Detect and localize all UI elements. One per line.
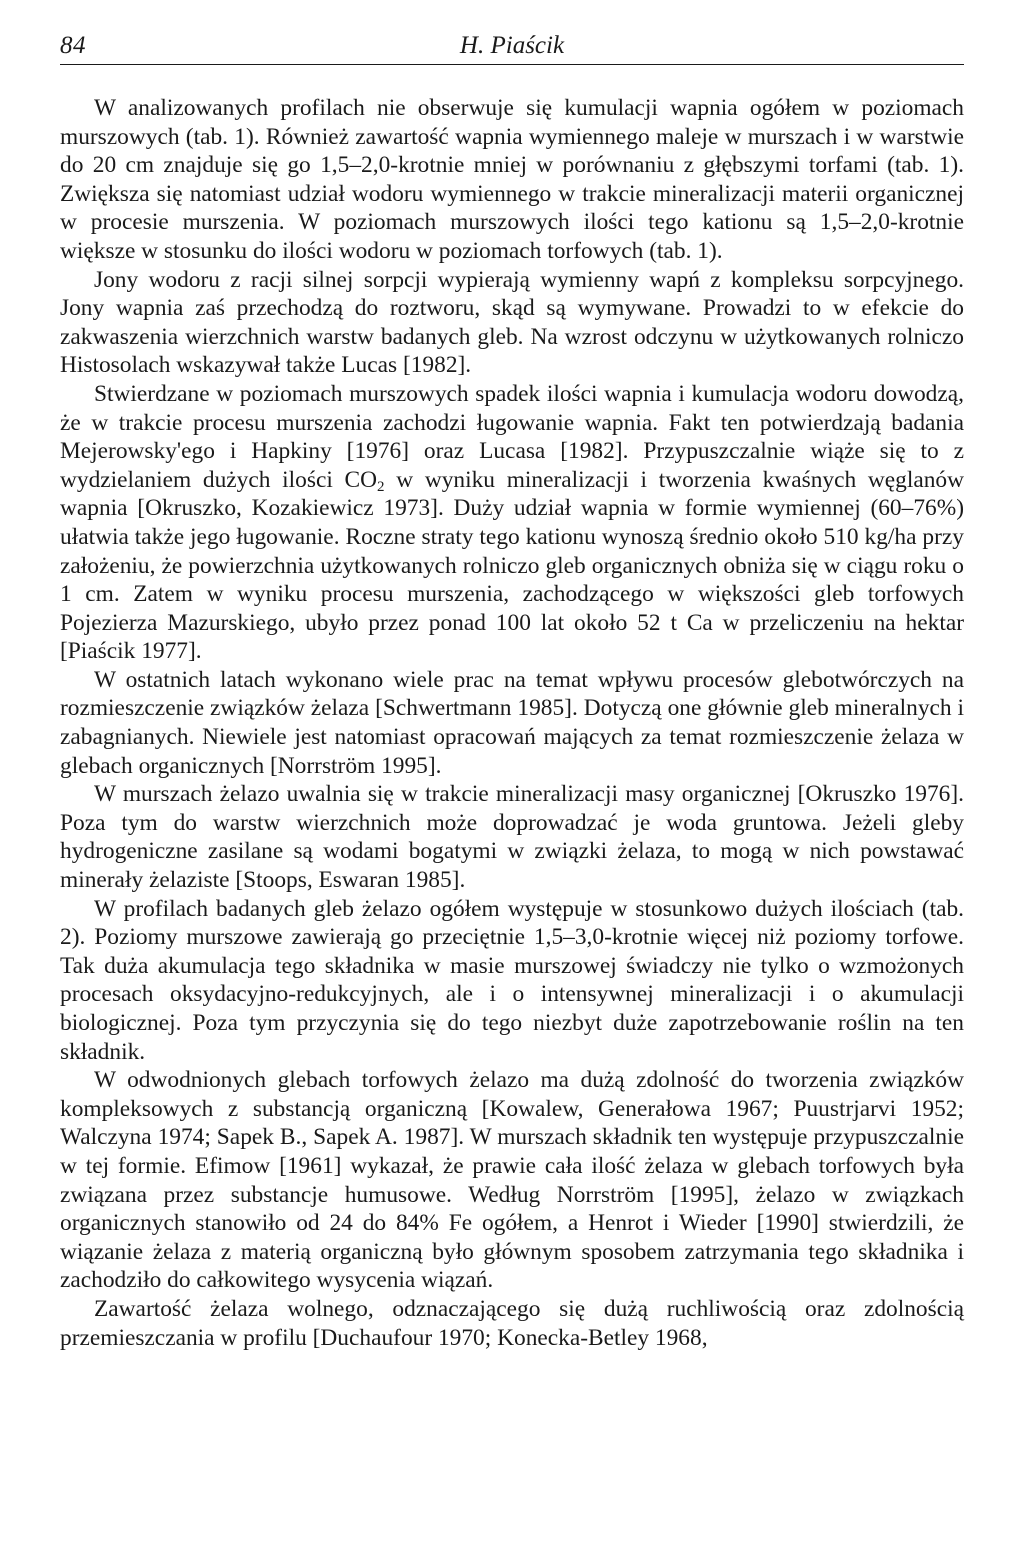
paragraph-calcium-exchange: W analizowanych profilach nie obserwuje się kumulacji wapnia ogółem w poziomach murszowych (tab. 1). Również zawartość wapnia wymiennego maleje w murszach i w warstwie do 20 cm znajduje się go 1,5–2,0-krotnie mniej w porównaniu z głębszymi torfami (tab. 1). Zwiększa się natomiast udział wodoru wymiennego w trakcie mineralizacji materii organicznej w procesie murszenia. W poziomach murszowych ilości tego kationu są 1,5–2,0-krotnie większe w stosunku do ilości wodoru w poziomach torfowych (tab. 1).	[60, 95, 964, 264]
paragraph-calcium-leaching	[60, 380, 964, 666]
page-header	[60, 30, 964, 65]
page-number: 84	[60, 32, 86, 59]
paragraph-iron-complexes: W odwodnionych glebach torfowych żelazo ma dużą zdolność do tworzenia związków kompleksowych z substancją organiczną [Kowalew, Generałowa 1967; Puustrjarvi 1952; Walczyna 1974; Sapek B., Sapek A. 1987]. W murszach składnik ten występuje przypuszczalnie w tej formie. Efimow [1961] wykazał, że prawie cała ilość żelaza w glebach torfowych była związana przez substancje humusowe. Według Norrström [1995], żelazo w związkach organicznych stanowiło od 24 do 84% Fe ogółem, a Henrot i Wieder [1990] stwierdzili, że wiązanie żelaza z materią organiczną było głównym sposobem zatrzymania tego składnika i zachodziło do całkowitego wysycenia wiązań.	[60, 1067, 964, 1294]
paragraph-calcium-leaching-part2: w wyniku mineralizacji i tworzenia kwaśnych węglanów wapnia [Okruszko, Kozakiewicz 1973]. Duży udział wapnia w formie wymiennej (60–76%) ułatwia także jego ługowanie. Roczne straty tego kationu wynoszą średnio około 510 kg/ha przy założeniu, że powierzchnia użytkowanych rolniczo gleb organicznych obniża się w ciągu roku o 1 cm. Zatem w wyniku procesu murszenia, zachodzącego w większości gleb torfowych Pojezierza Mazurskiego, ubyło przez ponad 100 lat około 52 t Ca w przeliczeniu na hektar [Piaścik 1977].	[60, 466, 965, 665]
paragraph-iron-release: W murszach żelazo uwalnia się w trakcie mineralizacji masy organicznej [Okruszko 1976]. Poza tym do warstw wierzchnich może doprowadzać je woda gruntowa. Jeżeli gleby hydrogeniczne zasilane są wodami bogatymi w związki żelaza, to mogą w nich powstawać minerały żelaziste [Stoops, Eswaran 1985].	[60, 781, 964, 894]
paragraph-iron-total: W profilach badanych gleb żelazo ogółem występuje w stosunkowo dużych ilościach (tab. 2). Poziomy murszowe zawierają go przeciętnie 1,5–3,0-krotnie więcej niż poziomy torfowe. Tak duża akumulacja tego składnika w masie murszowej świadczy nie tylko o wzmożonych procesach oksydacyjno-redukcyjnych, ale i o intensywnej mineralizacji i o akumulacji biologicznej. Poza tym przyczynia się do tego niezbyt duże zapotrzebowanie roślin na ten składnik.	[60, 895, 964, 1065]
paragraph-calcium-leaching-part1: Stwierdzane w poziomach murszowych spadek ilości wapnia i kumulacja wodoru dowodzą, że w trakcie procesu murszenia zachodzi ługowanie wapnia. Fakt ten potwierdzają badania Mejerowsky'ego i Hapkiny [1976] oraz Lucasa [1982]. Przypuszczalnie wiąże się to z wydzielaniem dużych ilości CO	[60, 380, 964, 493]
body-text	[60, 94, 964, 1352]
running-head-author: H. Piaścik	[459, 32, 565, 59]
paragraph-free-iron: Zawartość żelaza wolnego, odznaczającego się dużą ruchliwością oraz zdolnością przemieszczania w profilu [Duchaufour 1970; Konecka-Betley 1968,	[60, 1295, 964, 1351]
co2-subscript: 2	[377, 478, 385, 495]
paragraph-iron-research: W ostatnich latach wykonano wiele prac na temat wpływu procesów glebotwórczych na rozmieszczenie związków żelaza [Schwertmann 1985]. Dotyczą one głównie gleb mineralnych i zabagnianych. Niewiele jest natomiast opracowań mających za temat rozmieszczenie żelaza w glebach organicznych [Norrström 1995].	[60, 666, 964, 779]
paragraph-hydrogen-ions: Jony wodoru z racji silnej sorpcji wypierają wymienny wapń z kompleksu sorpcyjnego. Jony wapnia zaś przechodzą do roztworu, skąd są wymywane. Prowadzi to w efekcie do zakwaszenia wierzchnich warstw badanych gleb. Na wzrost odczynu w użytkowanych rolniczo Histosolach wskazywał także Lucas [1982].	[60, 266, 964, 379]
